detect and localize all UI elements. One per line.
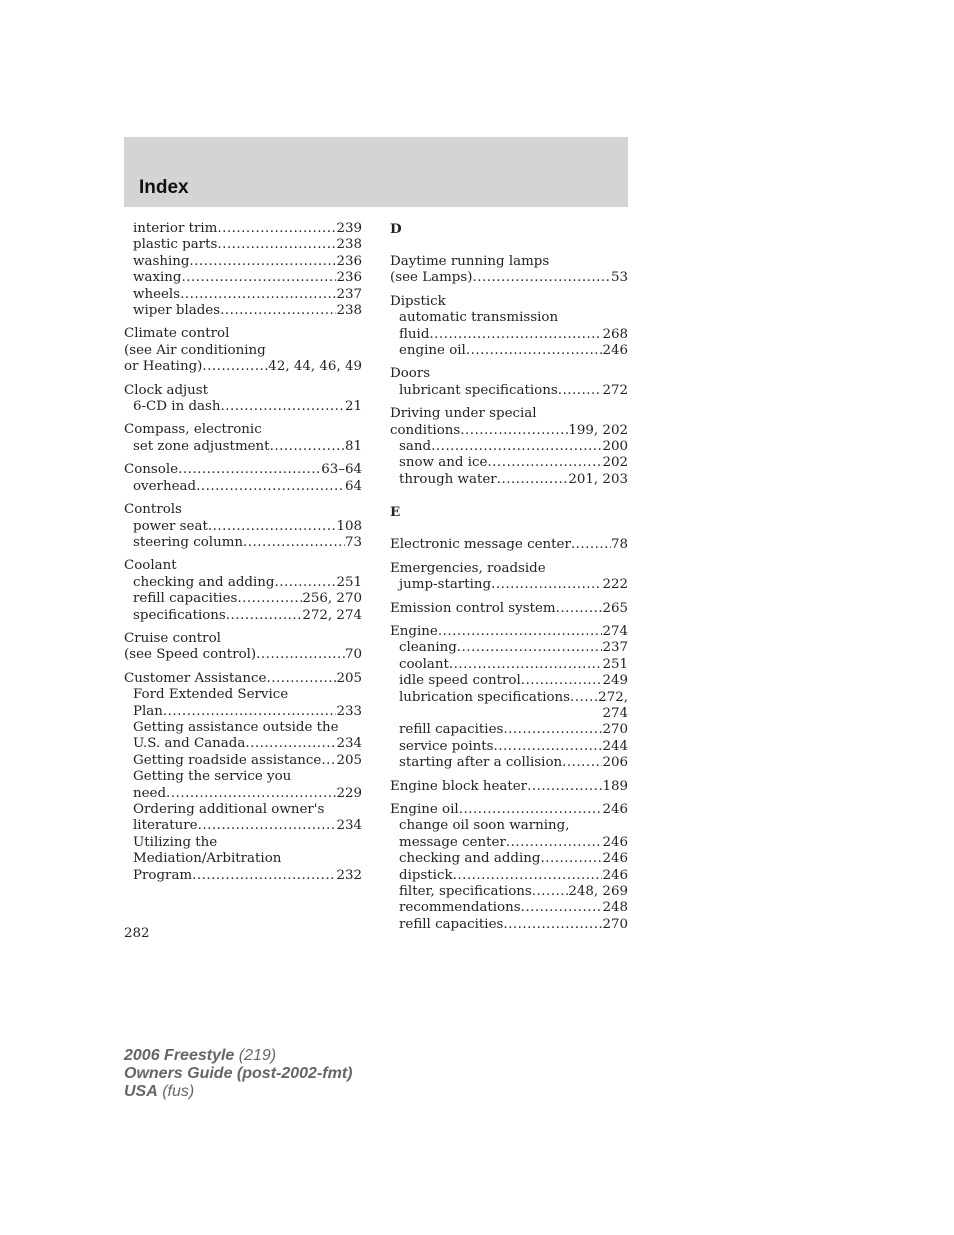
index-entry: starting after a collision ..... 206	[390, 755, 628, 771]
index-entry: wiper blades ..... 238	[124, 303, 362, 319]
footer-line: 2006 Freestyle (219)	[124, 1047, 277, 1064]
index-entry: Controls	[124, 502, 182, 518]
index-entry: overhead ..... 64	[124, 479, 362, 495]
index-entry: message center ..... 246	[390, 835, 628, 851]
index-entry: automatic transmission	[399, 310, 559, 326]
section-letter: E	[390, 504, 401, 521]
index-entry: wheels ..... 237	[124, 287, 362, 303]
index-entry: coolant ..... 251	[390, 657, 628, 673]
index-entry: Emergencies, roadside	[390, 560, 546, 576]
index-entry: Ford Extended Service	[133, 687, 289, 703]
index-entry: 6-CD in dash ..... 21	[124, 399, 362, 415]
index-entry: jump-starting ..... 222	[390, 577, 628, 593]
index-entry: checking and adding ..... 246	[390, 851, 628, 867]
index-entry: (see Speed control) ..... 70	[124, 647, 362, 663]
index-entry: filter, specifications ..... 248, 269	[390, 884, 628, 900]
index-entry: waxing ..... 236	[124, 270, 362, 286]
index-entry: Console ..... 63–64	[124, 462, 362, 478]
index-entry: Climate control	[124, 326, 230, 342]
index-entry: cleaning ..... 237	[390, 640, 628, 656]
index-entry: Clock adjust	[124, 382, 209, 398]
index-entry: lubrication specifications ..... 272,	[390, 690, 628, 706]
footer-line: USA (fus)	[124, 1083, 195, 1100]
index-entry: Electronic message center ..... 78	[390, 537, 628, 553]
index-entry: Engine ..... 274	[390, 624, 628, 640]
index-entry: Getting assistance outside the	[133, 719, 339, 735]
index-entry: (see Lamps) ..... 53	[390, 270, 628, 286]
index-entry: Daytime running lamps	[390, 254, 550, 269]
index-entry: set zone adjustment ..... 81	[124, 439, 362, 455]
index-entry: need ..... 229	[124, 786, 362, 802]
index-entry: snow and ice ..... 202	[390, 455, 628, 471]
index-column-right	[390, 221, 628, 933]
index-entry: Engine oil ..... 246	[390, 802, 628, 818]
page-title: Index	[139, 177, 189, 198]
index-entry: recommendations ..... 248	[390, 900, 628, 916]
index-entry: lubricant specifications ..... 272	[390, 383, 628, 399]
index-entry: idle speed control ..... 249	[390, 673, 628, 689]
index-entry: Ordering additional owner's	[133, 802, 325, 817]
index-entry-continuation: 274	[602, 705, 628, 721]
index-entry: change oil soon warning,	[399, 818, 570, 834]
index-entry: refill capacities ..... 270	[390, 722, 628, 738]
index-entry: specifications ..... 272, 274	[124, 608, 362, 624]
index-entry: power seat ..... 108	[124, 519, 362, 535]
index-entry: dipstick ..... 246	[390, 868, 628, 884]
index-entry: Customer Assistance ..... 205	[124, 671, 362, 687]
index-entry: Getting the service you	[133, 769, 292, 785]
index-entry: engine oil ..... 246	[390, 343, 628, 359]
index-entry: through water ..... 201, 203	[390, 472, 628, 488]
footer-line: Owners Guide (post-2002-fmt)	[124, 1065, 353, 1082]
document-footer	[124, 1047, 352, 1101]
index-entry: fluid ..... 268	[390, 327, 628, 343]
index-entry: Coolant	[124, 558, 177, 574]
index-entry: U.S. and Canada ..... 234	[124, 736, 362, 752]
index-entry: refill capacities ..... 256, 270	[124, 591, 362, 607]
index-entry: refill capacities ..... 270	[390, 917, 628, 933]
index-entry: Mediation/Arbitration	[133, 851, 282, 867]
index-entry: Cruise control	[124, 630, 221, 646]
index-entry: Emission control system ..... 265	[390, 601, 628, 617]
index-entry: Getting roadside assistance ..... 205	[124, 753, 362, 769]
index-entry: or Heating) ..... 42, 44, 46, 49	[124, 359, 362, 375]
index-entry: conditions ..... 199, 202	[390, 423, 628, 439]
index-entry: service points ..... 244	[390, 739, 628, 755]
index-entry: Engine block heater ..... 189	[390, 779, 628, 795]
index-entry: Driving under special	[390, 406, 537, 422]
index-entry: checking and adding ..... 251	[124, 575, 362, 591]
index-entry: Program ..... 232	[124, 868, 362, 884]
section-letter: D	[390, 221, 402, 237]
index-entry: washing ..... 236	[124, 254, 362, 270]
page-number: 282	[124, 926, 150, 941]
index-entry: interior trim ..... 239	[124, 221, 362, 237]
index-header-band	[124, 137, 628, 207]
index-entry: (see Air conditioning	[124, 342, 266, 358]
index-entry: Plan ..... 233	[124, 704, 362, 720]
index-entry: Compass, electronic	[124, 422, 262, 438]
index-entry: literature ..... 234	[124, 818, 362, 834]
index-entry: steering column ..... 73	[124, 535, 362, 551]
index-entry: Utilizing the	[133, 834, 218, 850]
index-column-left	[124, 221, 362, 884]
index-entry: Doors	[390, 366, 431, 382]
index-entry: sand ..... 200	[390, 439, 628, 455]
index-entry: Dipstick	[390, 293, 446, 309]
index-entry: plastic parts ..... 238	[124, 237, 362, 253]
